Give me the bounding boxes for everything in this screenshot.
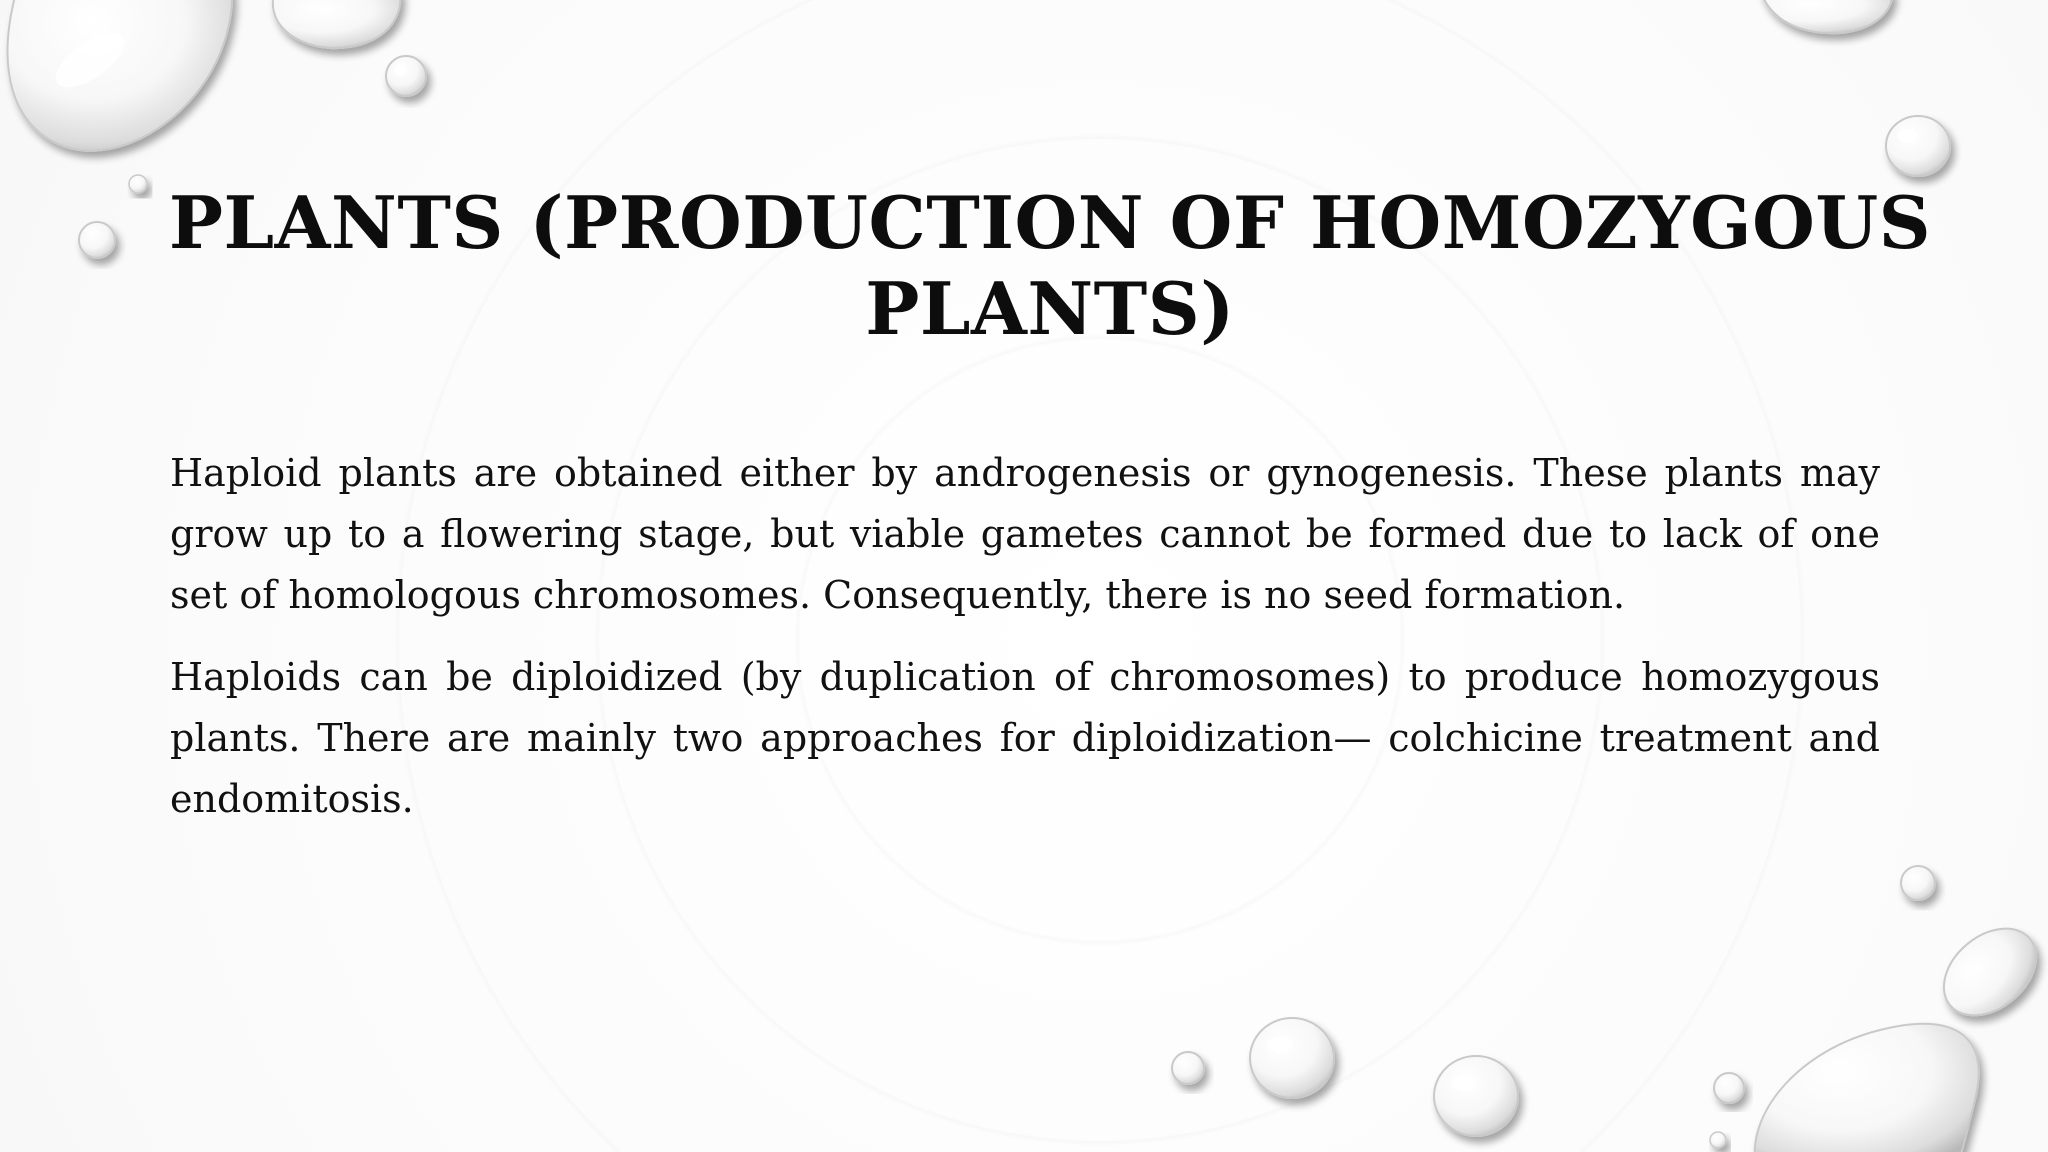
- droplet-top-left-2: [273, 0, 401, 48]
- slide-title: PLANTS (PRODUCTION OF HOMOZYGOUS PLANTS): [168, 180, 1932, 351]
- droplet-bottom-small-2: [1172, 1052, 1204, 1084]
- droplet-small-left: [79, 222, 115, 258]
- droplet-bottom-small-1: [1714, 1073, 1744, 1103]
- droplet-right-oval: [1927, 911, 2048, 1033]
- droplet-bottom-medium-2: [1250, 1018, 1334, 1098]
- droplet-right-upper: [1886, 116, 1950, 176]
- droplet-small-top-left: [386, 56, 426, 96]
- droplet-bottom-medium-1: [1434, 1056, 1518, 1136]
- slide-body: [170, 443, 1880, 851]
- droplet-bottom-tiny: [1710, 1132, 1726, 1148]
- droplet-right-small: [1901, 866, 1935, 900]
- droplet-tiny-left: [129, 175, 147, 193]
- droplet-top-right: [1760, 0, 1892, 33]
- droplet-bottom-right-large: [1755, 1024, 1979, 1152]
- paragraph-diploidization: Haploids can be diploidized (by duplication of chromosomes) to produce homozygous plants. There are mainly two approaches for diploidization— colchicine treatment and endomitosis.: [170, 655, 1880, 821]
- paragraph-haploid-plants: Haploid plants are obtained either by androgenesis or gynogenesis. These plants may grow up to a flowering stage, but viable gametes cannot be formed due to lack of one set of homologous chromosomes. Consequently, there is no seed formation.: [170, 451, 1880, 617]
- droplet-large-top-left: [8, 0, 232, 151]
